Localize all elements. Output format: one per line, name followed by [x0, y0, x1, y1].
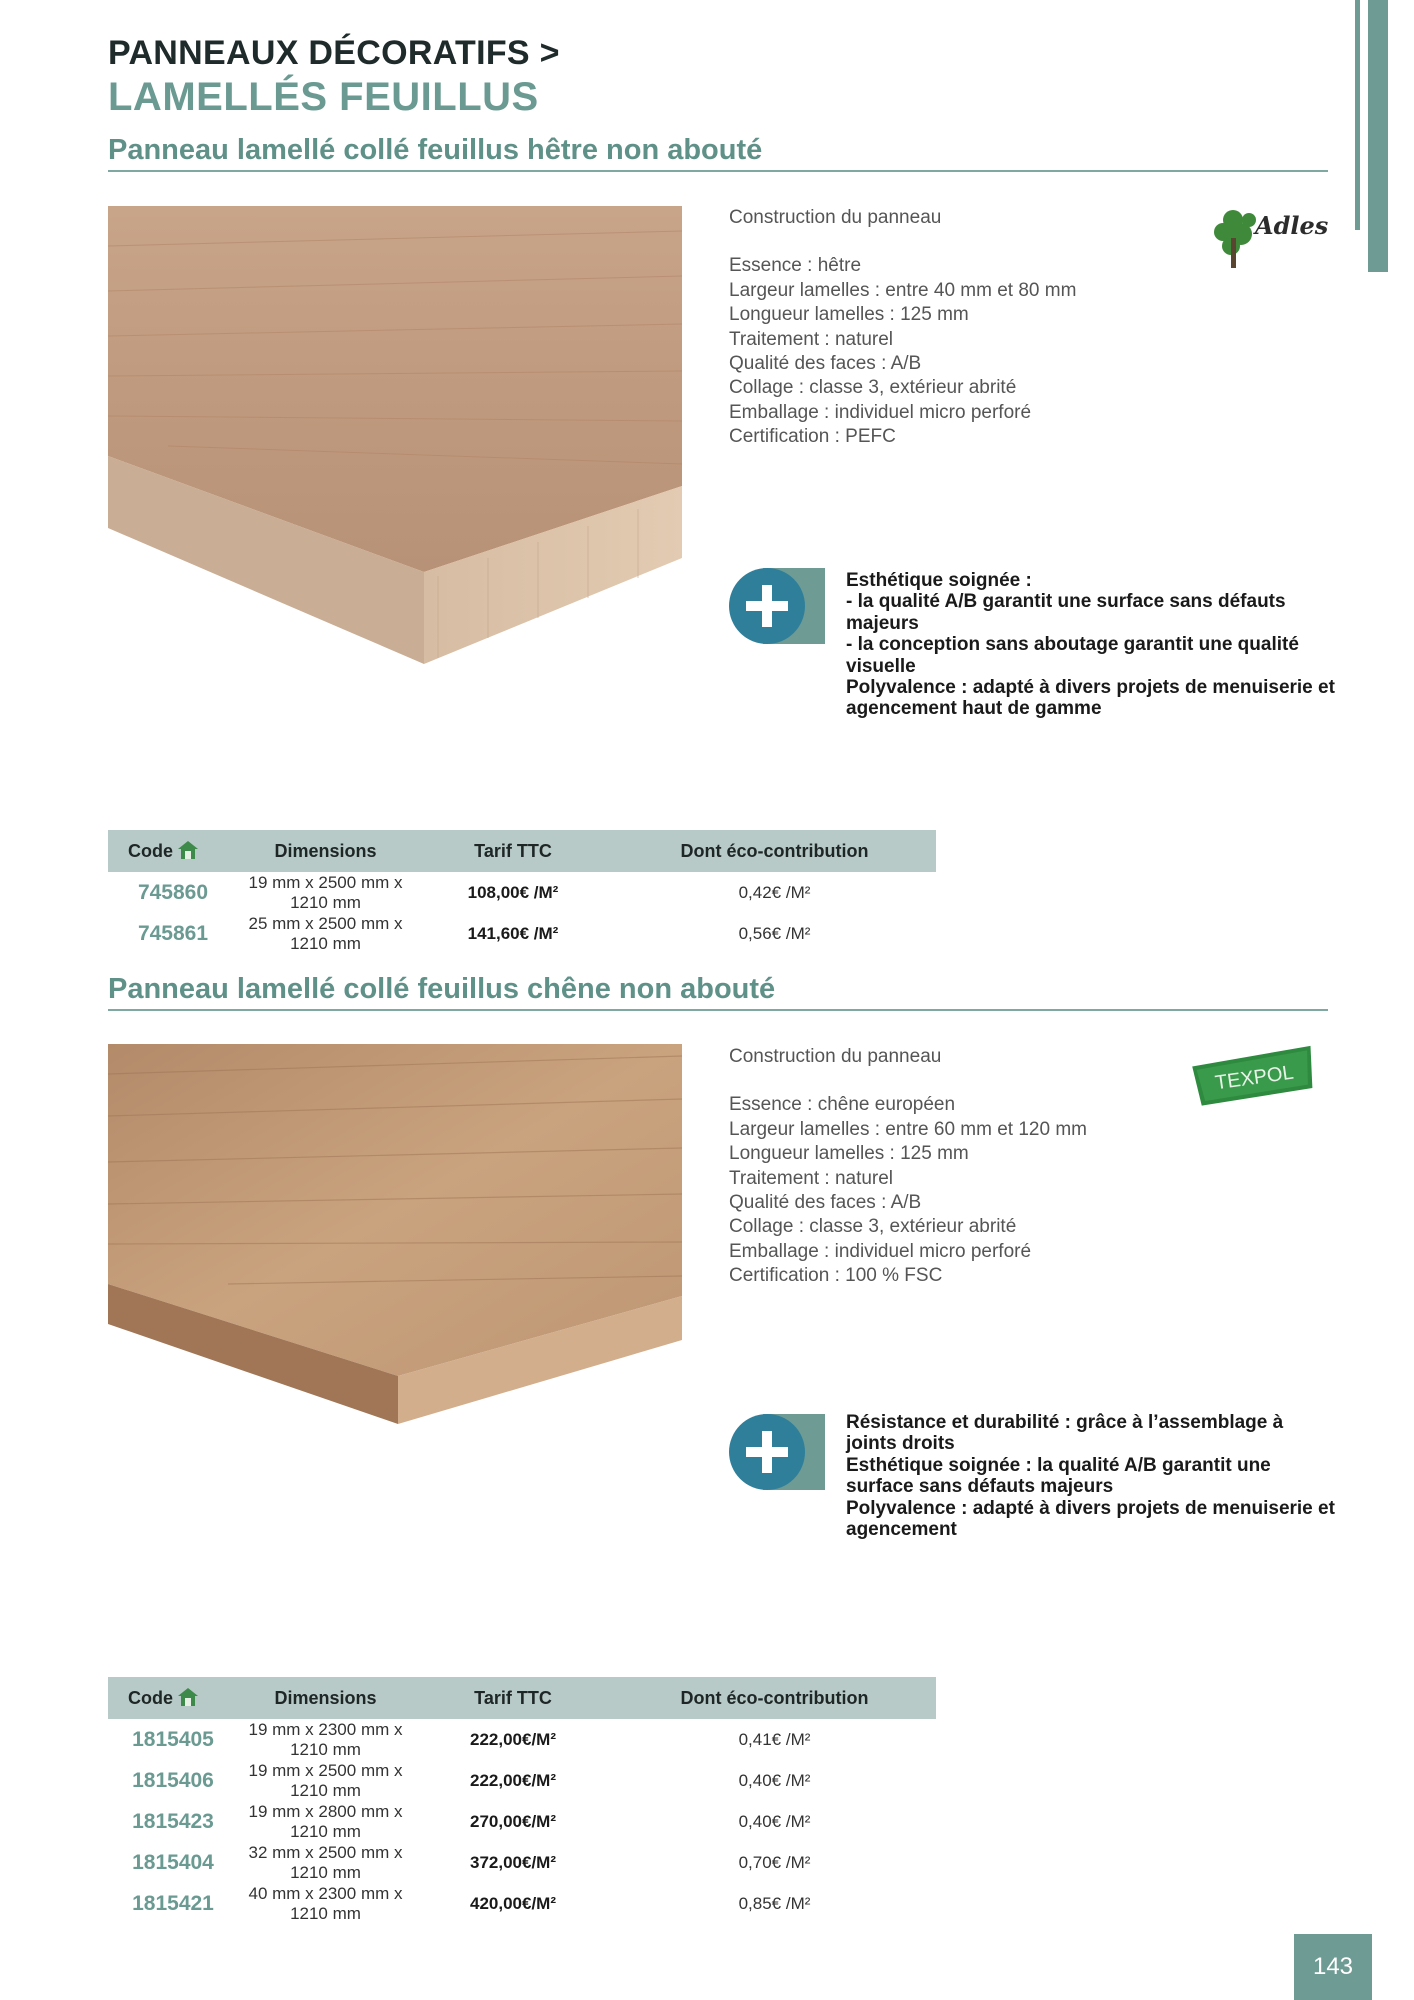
table-header-row [108, 1677, 936, 1719]
table-row [108, 1719, 936, 1760]
table-row [108, 1883, 936, 1924]
dimensions: 40 mm x 2300 mm x 1210 mm [248, 1883, 403, 1923]
spec-line: Collage : classe 3, extérieur abrité [729, 377, 1017, 399]
benefit-line: - la qualité A/B garantit une surface sans défauts majeurs [846, 591, 1286, 634]
eco-contribution: 0,40€ /M² [738, 1770, 811, 1790]
eco-house-icon [177, 1687, 199, 1707]
adles-logo-text: Adles [1255, 211, 1329, 240]
col-header-tarif: Tarif TTC [474, 840, 552, 861]
category-title: PANNEAUX DÉCORATIFS > [108, 34, 560, 72]
specs-hetre [729, 206, 1076, 450]
benefits-hetre [846, 570, 1336, 720]
benefit-line: - la conception sans aboutage garantit une qualité visuelle [846, 634, 1299, 677]
price: 222,00€/M² [470, 1729, 556, 1749]
beech-panel-photo [108, 206, 682, 666]
spec-line: Certification : 100 % FSC [729, 1265, 943, 1287]
col-header-dimensions: Dimensions [274, 840, 377, 861]
product-code: 745861 [137, 921, 209, 945]
price: 108,00€ /M² [467, 882, 559, 902]
oak-panel-photo [108, 1044, 682, 1424]
col-header-dimensions: Dimensions [274, 1687, 377, 1708]
section-divider [108, 170, 1328, 172]
spec-line: Qualité des faces : A/B [729, 353, 922, 375]
dimensions: 19 mm x 2300 mm x 1210 mm [248, 1719, 403, 1759]
col-header-code: Code [108, 830, 238, 872]
product-title-chene: Panneau lamellé collé feuillus chêne non abouté [108, 973, 776, 1005]
col-header-code: Code [108, 1677, 238, 1719]
eco-contribution: 0,70€ /M² [738, 1852, 811, 1872]
spec-line: Traitement : naturel [729, 1167, 894, 1189]
product-code: 1815421 [132, 1891, 214, 1915]
benefits-chene [846, 1412, 1336, 1540]
spec-line: Essence : chêne européen [729, 1094, 956, 1116]
price: 372,00€/M² [470, 1852, 556, 1872]
price: 141,60€ /M² [467, 923, 559, 943]
specs-heading: Construction du panneau [729, 1046, 942, 1067]
benefit-line: Esthétique soignée : la qualité A/B garantit une surface sans défauts majeurs [846, 1454, 1271, 1498]
col-header-tarif: Tarif TTC [474, 1687, 552, 1708]
price: 222,00€/M² [470, 1770, 556, 1790]
benefit-line: Polyvalence : adapté à divers projets de menuiserie et agencement haut de gamme [846, 677, 1335, 720]
product-code: 1815406 [132, 1768, 214, 1792]
side-accent-bar [1368, 0, 1388, 272]
specs-chene [729, 1045, 1087, 1289]
benefit-line: Polyvalence : adapté à divers projets de menuiserie et agencement [846, 1497, 1335, 1541]
page-number: 143 [1294, 1934, 1372, 2000]
eco-house-icon [177, 840, 199, 860]
product-code: 1815404 [132, 1850, 214, 1874]
table-header-row [108, 830, 936, 872]
table-row [108, 1760, 936, 1801]
col-header-eco: Dont éco-contribution [680, 1687, 869, 1708]
spec-line: Emballage : individuel micro perforé [729, 1240, 1032, 1262]
eco-contribution: 0,85€ /M² [738, 1893, 811, 1913]
spec-line: Emballage : individuel micro perforé [729, 401, 1032, 423]
benefit-line: Résistance et durabilité : grâce à l’assemblage à joints droits [846, 1412, 1284, 1455]
table-row [108, 872, 936, 913]
spec-line: Traitement : naturel [729, 328, 894, 350]
price: 420,00€/M² [470, 1893, 556, 1913]
dimensions: 19 mm x 2800 mm x 1210 mm [248, 1801, 403, 1841]
eco-contribution: 0,56€ /M² [738, 923, 811, 943]
eco-contribution: 0,41€ /M² [738, 1729, 811, 1749]
col-header-eco: Dont éco-contribution [680, 840, 869, 861]
price-table-hetre [108, 830, 936, 954]
dimensions: 32 mm x 2500 mm x 1210 mm [248, 1842, 403, 1882]
subcategory-title: LAMELLÉS FEUILLUS [108, 75, 539, 119]
table-row [108, 1842, 936, 1883]
product-title-hetre: Panneau lamellé collé feuillus hêtre non abouté [108, 134, 763, 166]
table-row [108, 1801, 936, 1842]
table-row [108, 913, 936, 954]
spec-line: Collage : classe 3, extérieur abrité [729, 1216, 1017, 1238]
price-table-chene [108, 1677, 936, 1924]
texpol-logo [1188, 1040, 1320, 1110]
dimensions: 19 mm x 2500 mm x 1210 mm [248, 872, 403, 912]
specs-heading: Construction du panneau [729, 207, 942, 228]
product-code: 1815405 [132, 1727, 214, 1751]
dimensions: 19 mm x 2500 mm x 1210 mm [248, 1760, 403, 1800]
benefit-line: Esthétique soignée : [846, 570, 1032, 591]
spec-line: Certification : PEFC [729, 426, 896, 448]
product-code: 745860 [137, 880, 209, 904]
dimensions: 25 mm x 2500 mm x 1210 mm [248, 913, 403, 953]
product-code: 1815423 [132, 1809, 214, 1833]
section-divider [108, 1009, 1328, 1011]
spec-line: Qualité des faces : A/B [729, 1192, 922, 1214]
spec-line: Longueur lamelles : 125 mm [729, 304, 969, 326]
texpol-logo-text: TEXPOL [1213, 1061, 1296, 1095]
side-accent-bar-thin [1355, 0, 1360, 230]
price: 270,00€/M² [470, 1811, 556, 1831]
adles-logo [1205, 198, 1329, 272]
plus-benefit-icon [729, 1412, 825, 1492]
spec-line: Longueur lamelles : 125 mm [729, 1143, 969, 1165]
eco-contribution: 0,40€ /M² [738, 1811, 811, 1831]
spec-line: Largeur lamelles : entre 40 mm et 80 mm [729, 279, 1077, 301]
spec-line: Essence : hêtre [729, 255, 862, 277]
eco-contribution: 0,42€ /M² [738, 882, 811, 902]
spec-line: Largeur lamelles : entre 60 mm et 120 mm [729, 1118, 1087, 1140]
plus-benefit-icon [729, 566, 825, 646]
